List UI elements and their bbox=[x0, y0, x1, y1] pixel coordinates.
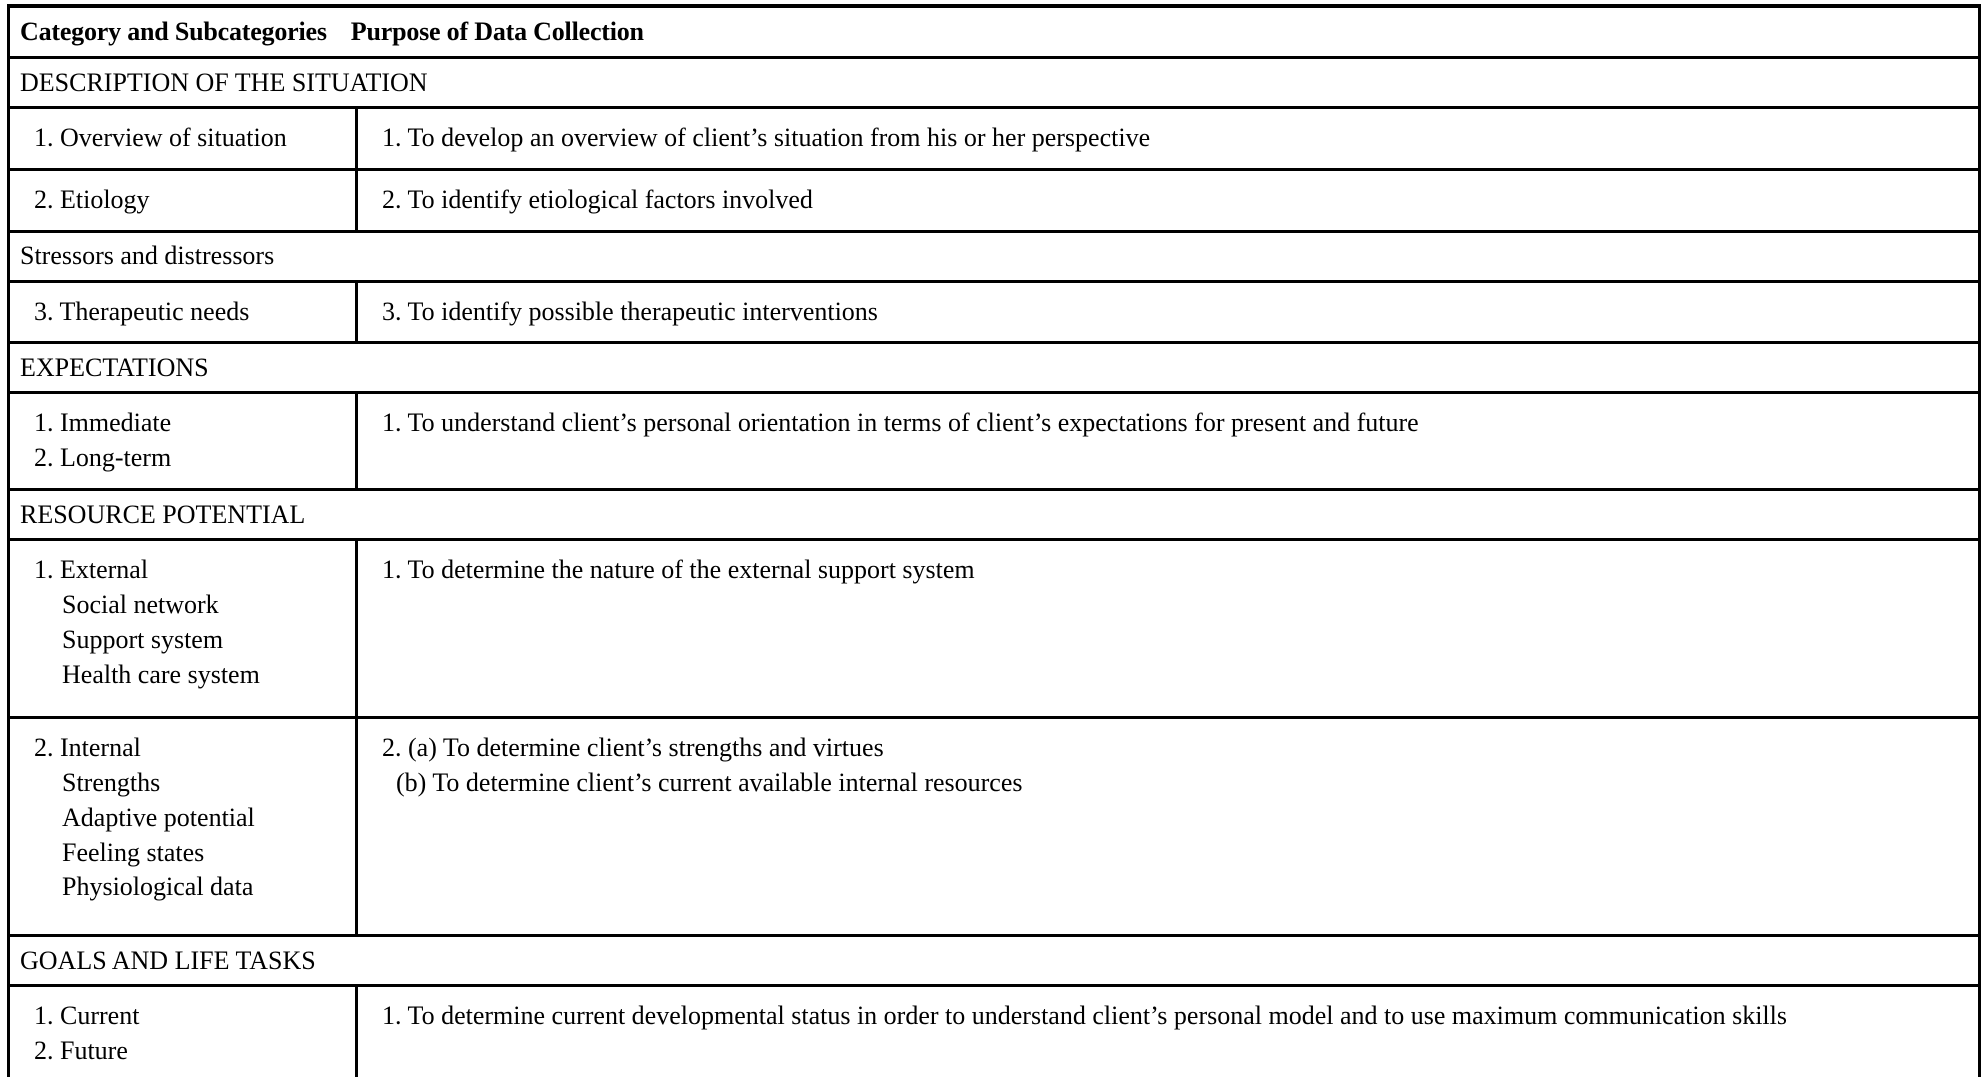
category-subline: Health care system bbox=[62, 659, 260, 689]
table-container bbox=[7, 4, 1978, 1077]
section-title: EXPECTATIONS bbox=[20, 352, 209, 382]
purpose-cell bbox=[357, 986, 1980, 1077]
category-cell bbox=[9, 108, 357, 170]
purpose-cell bbox=[357, 540, 1980, 718]
table-row bbox=[9, 108, 1980, 170]
category-subline: Social network bbox=[62, 589, 219, 619]
category-subline: Support system bbox=[62, 624, 224, 654]
category-line: 3. Therapeutic needs bbox=[34, 296, 250, 326]
category-cell bbox=[9, 718, 357, 936]
column-header-purpose: Purpose of Data Collection bbox=[350, 17, 644, 46]
section-header-row-resource-potential bbox=[9, 490, 1980, 540]
purpose-cell bbox=[357, 281, 1980, 343]
purpose-lines bbox=[358, 171, 1978, 230]
category-subline: Adaptive potential bbox=[62, 802, 255, 832]
category-lines bbox=[10, 394, 355, 488]
category-cell bbox=[9, 169, 357, 231]
table-header-inner bbox=[10, 8, 1978, 56]
category-cell bbox=[9, 540, 357, 718]
category-cell bbox=[9, 281, 357, 343]
section-header-row-description bbox=[9, 58, 1980, 108]
category-cell bbox=[9, 393, 357, 490]
section-header-row-expectations bbox=[9, 343, 1980, 393]
purpose-lines bbox=[358, 394, 1978, 453]
category-line: 2. Long-term bbox=[34, 443, 172, 473]
category-line: 1. External bbox=[34, 555, 149, 585]
purpose-lines bbox=[358, 987, 1978, 1046]
table-header-row bbox=[9, 6, 1980, 58]
section-title: Stressors and distressors bbox=[20, 241, 275, 271]
purpose-line: 2. (a) To determine client’s strengths and virtues bbox=[382, 733, 884, 763]
purpose-cell bbox=[357, 393, 1980, 490]
purpose-cell bbox=[357, 108, 1980, 170]
category-lines bbox=[10, 109, 355, 168]
category-line: 2. Internal bbox=[34, 733, 141, 763]
category-lines bbox=[10, 719, 355, 917]
purpose-lines bbox=[358, 719, 1978, 813]
table-row bbox=[9, 281, 1980, 343]
category-lines bbox=[10, 171, 355, 230]
purpose-line: 1. To determine the nature of the external support system bbox=[382, 555, 975, 585]
purpose-lines bbox=[358, 541, 1978, 600]
section-header-cell bbox=[9, 58, 1980, 108]
table-row bbox=[9, 169, 1980, 231]
section-title: RESOURCE POTENTIAL bbox=[20, 499, 306, 529]
section-header-cell bbox=[9, 231, 1980, 281]
purpose-line: 2. To identify etiological factors involved bbox=[382, 184, 813, 214]
category-line: 2. Etiology bbox=[34, 184, 150, 214]
purpose-line: 1. To determine current developmental status in order to understand client’s personal model and to use maximum communication skills bbox=[382, 1001, 1787, 1031]
purpose-cell bbox=[357, 169, 1980, 231]
category-line: 2. Future bbox=[34, 1035, 128, 1065]
section-header-cell bbox=[9, 490, 1980, 540]
category-subline: Physiological data bbox=[62, 872, 254, 902]
table-row bbox=[9, 393, 1980, 490]
table-row bbox=[9, 718, 1980, 936]
purpose-lines bbox=[358, 109, 1978, 168]
section-header-cell bbox=[9, 343, 1980, 393]
table-row bbox=[9, 986, 1980, 1077]
column-header-category: Category and Subcategories bbox=[20, 17, 327, 46]
purpose-cell bbox=[357, 718, 1980, 936]
purpose-line: 1. To understand client’s personal orientation in terms of client’s expectations for present and future bbox=[382, 408, 1419, 438]
purpose-lines bbox=[358, 283, 1978, 342]
category-cell bbox=[9, 986, 357, 1077]
category-lines bbox=[10, 987, 355, 1077]
category-line: 1. Overview of situation bbox=[34, 123, 287, 152]
category-lines bbox=[10, 541, 355, 704]
purpose-line: 1. To develop an overview of client’s situation from his or her perspective bbox=[382, 123, 1151, 152]
section-header-cell bbox=[9, 936, 1980, 986]
section-header-row-goals bbox=[9, 936, 1980, 986]
table-header-cell bbox=[9, 6, 1980, 58]
category-subline: Feeling states bbox=[62, 837, 205, 867]
section-title: DESCRIPTION OF THE SITUATION bbox=[20, 67, 428, 97]
category-lines bbox=[10, 283, 355, 342]
category-line: 1. Immediate bbox=[34, 408, 172, 438]
category-line: 1. Current bbox=[34, 1001, 140, 1031]
table-row bbox=[9, 540, 1980, 718]
purpose-line: (b) To determine client’s current available internal resources bbox=[396, 767, 1023, 797]
category-purpose-table bbox=[7, 4, 1981, 1077]
category-subline: Strengths bbox=[62, 767, 161, 797]
section-title: GOALS AND LIFE TASKS bbox=[20, 945, 316, 975]
section-header-row-stressors bbox=[9, 231, 1980, 281]
purpose-line: 3. To identify possible therapeutic interventions bbox=[382, 296, 878, 326]
